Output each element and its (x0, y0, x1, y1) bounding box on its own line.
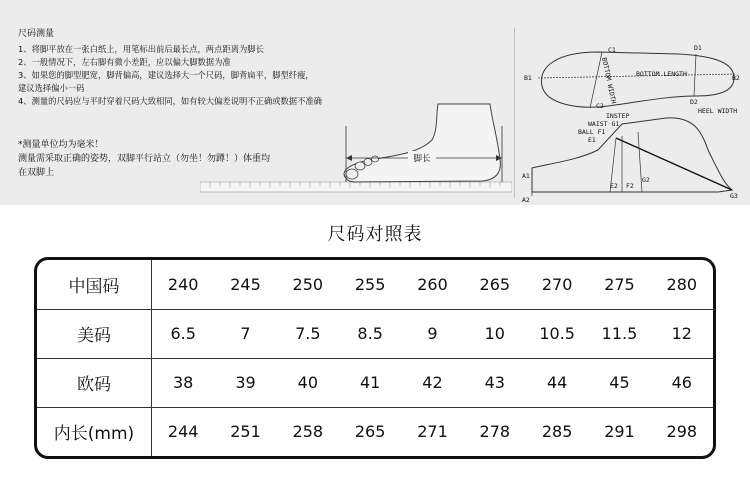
label-c2: C2 (596, 102, 604, 110)
label-ball-f1: BALL F1 (578, 128, 606, 136)
foot-measurement-illustration (200, 100, 512, 200)
instruction-line: 建议选择偏小一码 (18, 83, 85, 93)
measurement-guide-panel (0, 0, 750, 205)
table-cell: 298 (666, 422, 698, 441)
table-row (37, 358, 713, 408)
row-header: 内长(mm) (37, 407, 152, 456)
last-side-outline (532, 118, 732, 192)
table-row (37, 260, 713, 310)
instruction-line: 1、将脚平放在一张白纸上，用笔标出前后最长点，两点距离为脚长 (18, 44, 264, 54)
instruction-line: 4、测量的尺码应与平时穿着尺码大致相同，如有较大偏差说明不正确或数据不准确 (18, 96, 322, 106)
table-cell: 40 (297, 373, 318, 392)
table-cell: 45 (609, 373, 630, 392)
table-cell: 255 (354, 275, 386, 294)
note-line: 在双脚上 (18, 168, 55, 178)
table-cell: 258 (292, 422, 324, 441)
table-cell: 251 (230, 422, 261, 441)
note-line: 测量需采取正确的姿势，双脚平行站立（勿坐！勿蹲！）体重均 (18, 154, 271, 164)
label-f2: F2 (626, 182, 634, 190)
label-a1: A1 (522, 172, 530, 180)
instruction-line: 3、如果您的脚型肥宽，脚背偏高，建议选择大一个尺码，脚背扁平，脚型纤瘦， (18, 70, 314, 80)
label-c1: C1 (608, 46, 616, 54)
table-cell: 43 (484, 373, 505, 392)
table-cell: 250 (292, 275, 324, 294)
foot-length-label: 脚长 (413, 154, 431, 164)
panel-divider (514, 28, 515, 198)
table-cell: 7 (240, 324, 251, 343)
row-header: 美码 (37, 309, 152, 358)
foot-outline (344, 104, 500, 182)
table-cell: 260 (417, 275, 448, 294)
shoe-last-diagram (518, 36, 750, 206)
row-header: 中国码 (37, 260, 152, 309)
arrow-left-icon (346, 155, 352, 161)
measurement-instructions (18, 28, 408, 108)
size-chart-title: 尺码对照表 (327, 224, 423, 245)
label-bottom-length: BOTTOM LENGTH (636, 70, 687, 78)
table-cell: 270 (541, 275, 573, 294)
table-cell: 278 (479, 422, 511, 441)
note-line: *测量单位均为毫米！ (18, 140, 104, 150)
table-cell: 271 (417, 422, 448, 441)
table-cell: 42 (422, 373, 443, 392)
bottom-width-line (590, 52, 602, 108)
table-cell: 11.5 (601, 324, 638, 343)
table-cell: 39 (235, 373, 256, 392)
label-heel-width: HEEL WIDTH (698, 107, 738, 115)
table-cell: 275 (604, 275, 635, 294)
table-cell: 38 (172, 373, 194, 392)
table-cell: 280 (666, 275, 698, 294)
table-cell: 41 (359, 373, 381, 392)
table-cell: 46 (671, 373, 692, 392)
table-cell: 265 (354, 422, 386, 441)
table-cell: 44 (546, 373, 568, 392)
sole-outline (541, 52, 734, 107)
label-instep: INSTEP (606, 112, 630, 120)
label-b1: B1 (524, 74, 532, 82)
table-cell: 291 (604, 422, 635, 441)
table-cell: 6.5 (170, 324, 196, 343)
ruler (200, 182, 512, 192)
measurement-title: 尺码测量 (18, 29, 55, 39)
label-waist-g1: WAIST G1 (588, 120, 620, 128)
label-a2: A2 (522, 196, 530, 204)
table-cell: 245 (230, 275, 261, 294)
row-header: 欧码 (37, 358, 152, 407)
table-cell: 244 (167, 422, 199, 441)
label-e1: E1 (588, 136, 596, 144)
label-e2: E2 (610, 182, 618, 190)
table-cell: 8.5 (357, 324, 383, 343)
table-cell: 240 (167, 275, 199, 294)
label-g2: G2 (642, 176, 650, 184)
table-cell: 12 (671, 324, 692, 343)
label-bottom-width: BOTTOM WIDTH (600, 56, 618, 105)
label-d2: D2 (690, 98, 698, 106)
label-b2: B2 (732, 74, 740, 82)
table-cell: 10 (484, 324, 505, 343)
instruction-line: 2、一般情况下，左右脚有微小差距，应以偏大脚数据为准 (18, 57, 231, 67)
table-row (37, 407, 713, 456)
table-cell: 7.5 (295, 324, 321, 343)
table-cell: 265 (479, 275, 511, 294)
label-g3: G3 (730, 192, 738, 200)
table-cell: 10.5 (539, 324, 575, 343)
table-cell: 9 (427, 324, 438, 343)
size-chart-table (34, 257, 716, 459)
label-d1: D1 (694, 44, 702, 52)
table-cell: 285 (541, 422, 573, 441)
table-row (37, 309, 713, 359)
